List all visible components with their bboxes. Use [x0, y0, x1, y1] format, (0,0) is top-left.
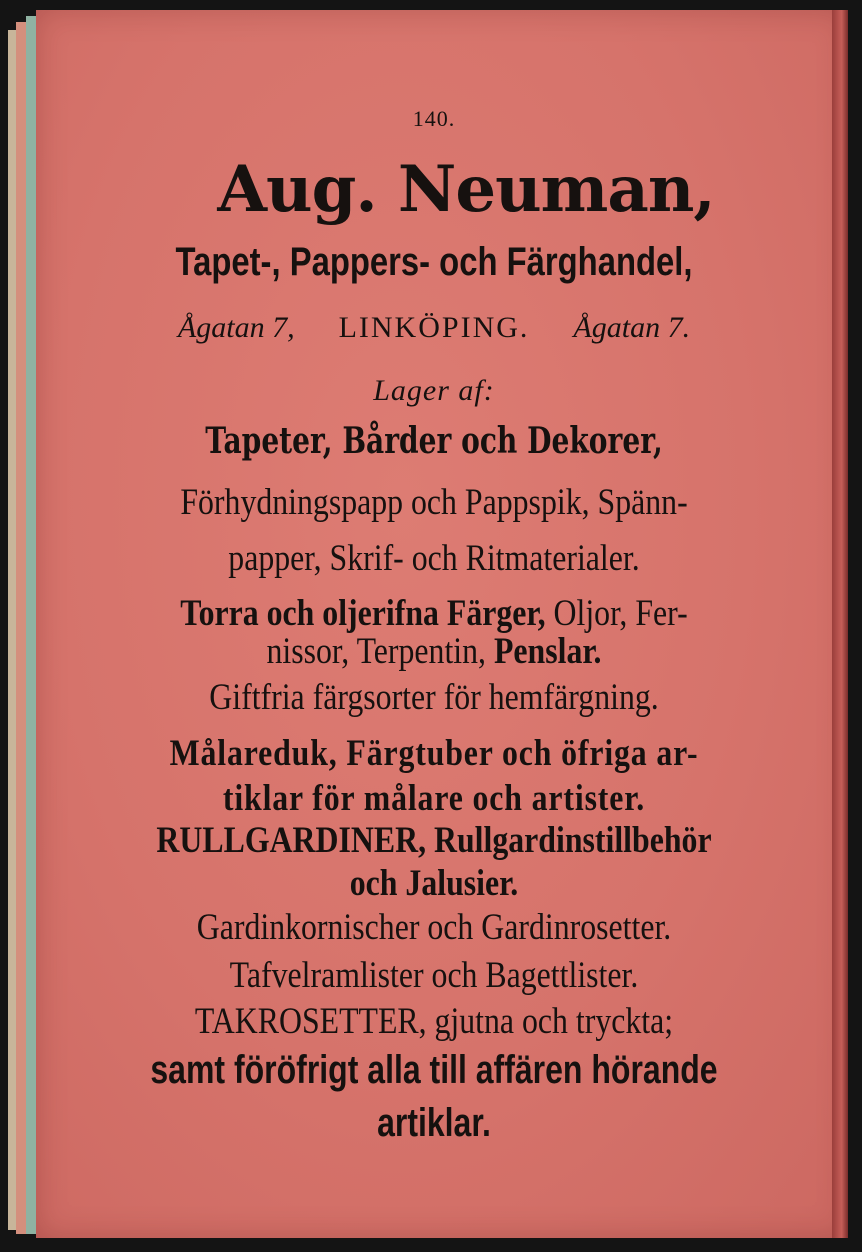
business-name: Aug. Neuman, — [217, 152, 715, 227]
advertisement — [36, 10, 832, 1238]
body-line-4-rest: Oljor, Fer- — [545, 593, 688, 634]
body-line-5 — [92, 633, 777, 670]
body-line-4-bold: Torra och oljerifna Färger, — [180, 593, 546, 634]
lager-heading: Lager af: — [373, 374, 495, 407]
body-line-15: artiklar. — [377, 1101, 491, 1145]
body-line-3: papper, Skrif- och Ritmaterialer. — [228, 538, 640, 579]
page-number: 140. — [412, 106, 456, 131]
body-line-9-bold: RULLGARDINER, — [156, 820, 427, 861]
business-subtitle: Tapet-, Pappers- och Färghandel, — [175, 240, 693, 284]
body-line-5-bold: Penslar. — [493, 631, 602, 672]
city-name: LINKÖPING. — [338, 311, 530, 344]
body-line-7: Målareduk, Färgtuber och öfriga ar- — [169, 733, 699, 774]
body-line-12: Tafvelramlister och Bagettlister. — [229, 955, 639, 996]
body-line-5-start: nissor, Terpentin, — [266, 631, 494, 672]
body-line-8: tiklar för målare och artister. — [222, 778, 646, 819]
body-line-9-rest: Rullgardinstillbehör — [426, 820, 712, 861]
body-line-1: Tapeter, Bårder och Dekorer, — [205, 420, 663, 462]
body-line-9 — [92, 822, 777, 859]
body-line-14: samt föröfrigt alla till affären hörande — [150, 1048, 718, 1092]
body-line-11: Gardinkornischer och Gardinrosetter. — [196, 907, 672, 948]
body-line-6: Giftfria färgsorter för hemfärgning. — [209, 677, 659, 718]
body-line-10: och Jalusier. — [349, 863, 519, 904]
body-line-4 — [92, 595, 777, 632]
address-line — [36, 313, 832, 343]
book-spine — [832, 10, 848, 1238]
body-line-13: TAKROSETTER, gjutna och tryckta; — [194, 1001, 674, 1042]
address-left: Ågatan 7, — [177, 311, 295, 344]
address-right: Ågatan 7. — [573, 311, 691, 344]
body-line-2: Förhydningspapp och Pappspik, Spänn- — [180, 482, 688, 523]
